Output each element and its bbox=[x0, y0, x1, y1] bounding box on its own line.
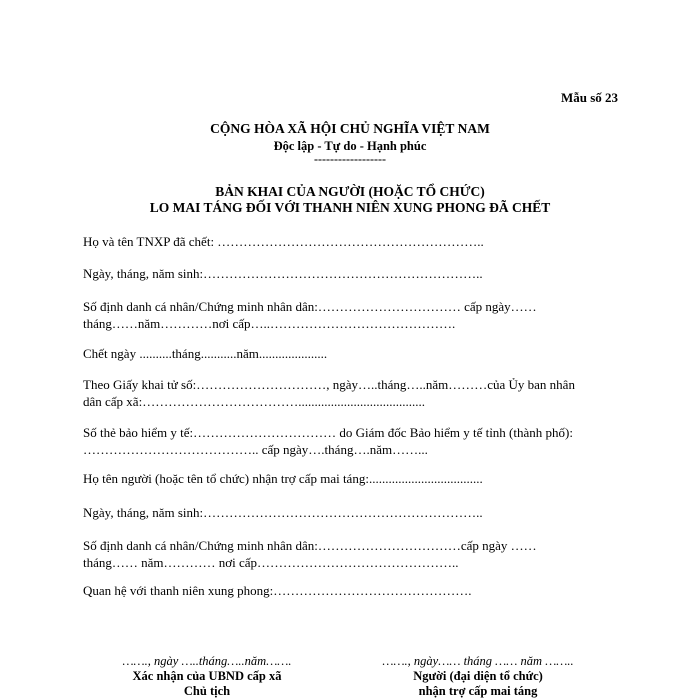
field-line: Ngày, tháng, năm sinh:……………………………………………………….. bbox=[83, 505, 483, 520]
field-line: Chết ngày ..........tháng...........năm..................... bbox=[83, 346, 328, 361]
field-line: Số định danh cá nhân/Chứng minh nhân dân:……………………………cấp ngày …… bbox=[83, 538, 537, 553]
signature-block-recipient bbox=[348, 654, 608, 699]
field-line: Số thẻ bảo hiểm y tế:…………………………… do Giám đốc Bảo hiểm y tế tỉnh (thành phố): bbox=[83, 425, 573, 440]
field-line: Số định danh cá nhân/Chứng minh nhân dân:…………………………… cấp ngày…… bbox=[83, 299, 537, 314]
header-divider: ------------------ bbox=[314, 152, 386, 166]
field-line: Theo Giấy khai tử số:…………………………, ngày…..tháng…..năm………của Ủy ban nhân bbox=[83, 377, 575, 392]
field-deceased-birthdate bbox=[83, 265, 623, 282]
field-recipient-name bbox=[83, 470, 623, 487]
document-title-line2: LO MAI TÁNG ĐỐI VỚI THANH NIÊN XUNG PHONG ĐÃ CHẾT bbox=[149, 200, 551, 215]
field-line-continued: tháng……năm…………nơi cấp…..……………………………………. bbox=[83, 316, 456, 331]
signature-date: ……., ngày…… tháng …… năm …….. bbox=[382, 654, 574, 668]
field-health-insurance bbox=[83, 424, 623, 458]
field-death-date bbox=[83, 345, 623, 362]
field-line: Họ tên người (hoặc tên tổ chức) nhận trợ cấp mai táng:................................... bbox=[83, 471, 483, 486]
field-death-certificate bbox=[83, 376, 623, 410]
national-title: CỘNG HÒA XÃ HỘI CHỦ NGHĨA VIỆT NAM bbox=[210, 121, 490, 136]
field-line-continued: tháng…… năm………… nơi cấp……………………………………….. bbox=[83, 555, 459, 570]
form-number: Mẫu số 23 bbox=[560, 90, 618, 105]
signature-title: Người (đại diện tổ chức) bbox=[413, 669, 543, 683]
field-line: Ngày, tháng, năm sinh:……………………………………………………….. bbox=[83, 266, 483, 281]
field-deceased-id bbox=[83, 298, 623, 332]
field-line-continued: dân cấp xã:………………………………....................................... bbox=[83, 394, 425, 409]
field-recipient-birthdate bbox=[83, 504, 623, 521]
field-line: Quan hệ với thanh niên xung phong:………………………………………. bbox=[83, 583, 472, 598]
document-title-line1: BẢN KHAI CỦA NGƯỜI (HOẶC TỔ CHỨC) bbox=[215, 184, 485, 199]
signature-title: Xác nhận của UBND cấp xã bbox=[132, 669, 282, 683]
national-motto: Độc lập - Tự do - Hạnh phúc bbox=[273, 139, 427, 153]
signature-role: nhận trợ cấp mai táng bbox=[418, 684, 538, 698]
field-deceased-name bbox=[83, 233, 623, 250]
field-recipient-id bbox=[83, 537, 623, 571]
field-line-continued: ………………………………….. cấp ngày….tháng….năm……... bbox=[83, 442, 428, 457]
signature-block-commune bbox=[77, 654, 337, 699]
signature-date: ……., ngày …..tháng…..năm……. bbox=[122, 654, 292, 668]
signature-role: Chủ tịch bbox=[183, 684, 231, 698]
field-line: Họ và tên TNXP đã chết: …………………………………………………….. bbox=[83, 234, 484, 249]
field-relationship bbox=[83, 582, 623, 599]
